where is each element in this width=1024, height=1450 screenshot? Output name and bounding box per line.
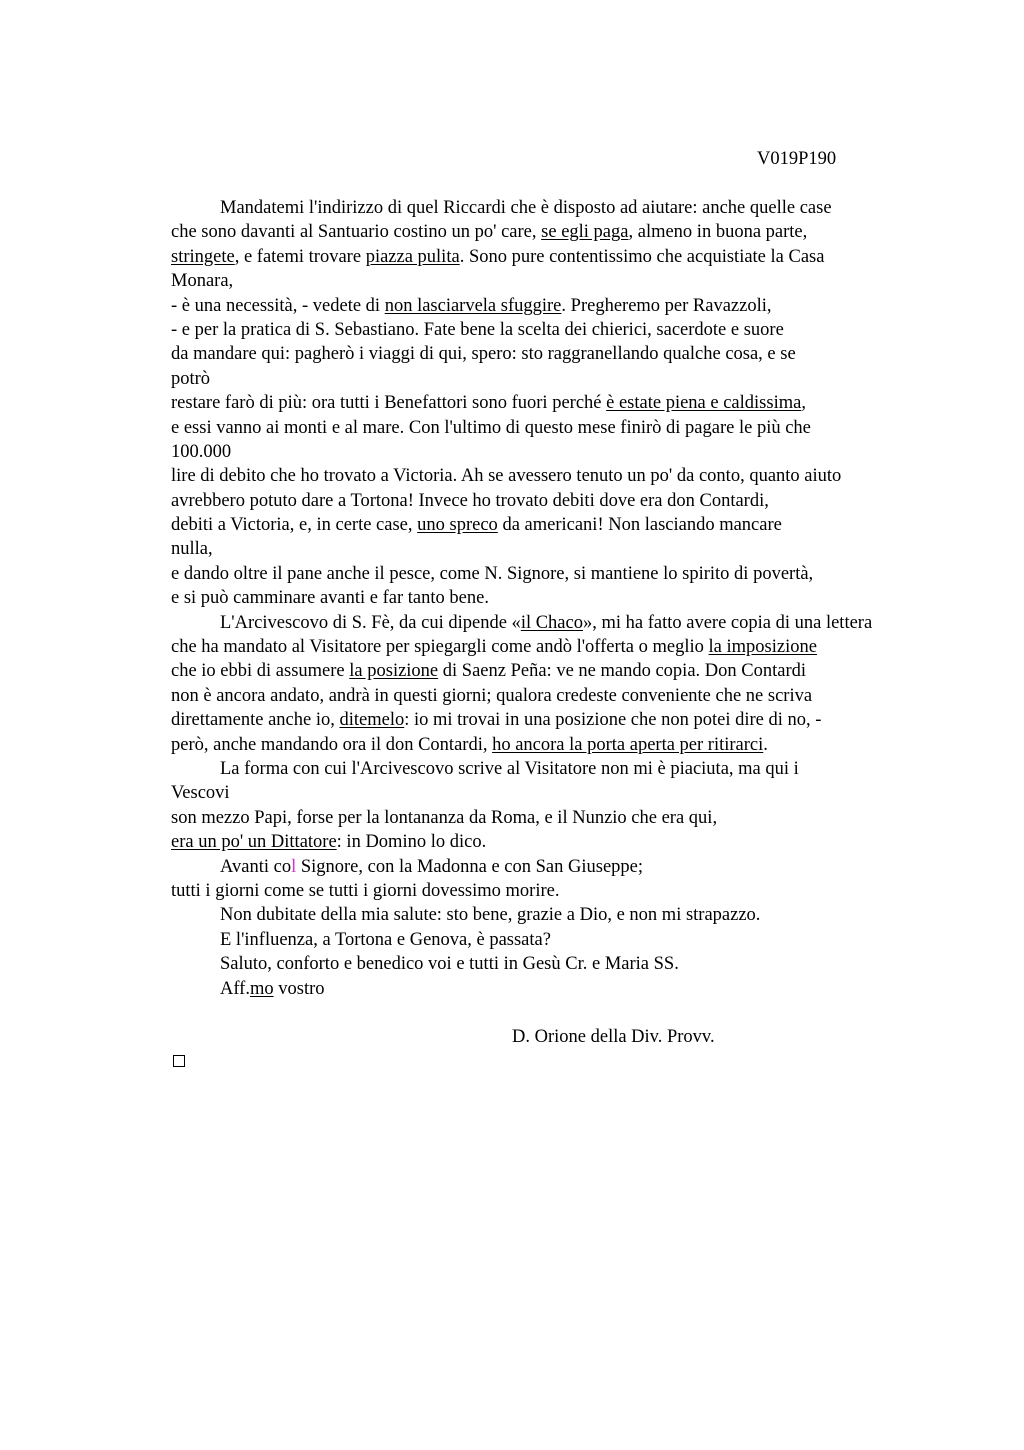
text-segment: avrebbero potuto dare a Tortona! Invece ho trovato debiti dove era don Contardi, <box>171 490 769 511</box>
document-id: V019P190 <box>757 149 837 169</box>
text-line <box>171 586 971 610</box>
text-line <box>171 294 971 318</box>
text-segment: da mandare qui: pagherò i viaggi di qui, spero: sto raggranellando qualche cosa, e se <box>171 344 796 365</box>
text-segment: però, anche mandando ora il don Contardi, <box>171 734 493 755</box>
text-segment: L'Arcivescovo di S. Fè, da cui dipende « <box>220 612 521 633</box>
text-segment: Aff. <box>220 978 250 999</box>
text-segment: che ha mandato al Visitatore per spiegargli come andò l'offerta o meglio <box>171 637 709 658</box>
text-segment: da americani! Non lasciando mancare <box>497 515 782 536</box>
text-line <box>171 855 971 879</box>
underlined-text: il Chaco <box>520 612 583 633</box>
signature: D. Orione della Div. Provv. <box>512 1027 715 1048</box>
text-segment: e essi vanno ai monti e al mare. Con l'ultimo di questo mese finirò di pagare le più che <box>171 417 811 438</box>
text-segment: : io mi trovai in una posizione che non potei dire di no, - <box>404 710 822 731</box>
underlined-text: ho ancora la porta aperta per ritirarci <box>492 734 764 755</box>
text-segment: , almeno in buona parte, <box>628 222 808 243</box>
text-segment: . Sono pure contentissimo che acquistiate la Casa <box>459 246 825 267</box>
underlined-text: la imposizione <box>708 637 817 658</box>
text-line <box>171 318 971 342</box>
underlined-text: mo <box>249 978 274 999</box>
underlined-text: se egli paga <box>541 222 629 243</box>
text-segment: e si può camminare avanti e far tanto bene. <box>171 588 489 609</box>
text-line <box>171 513 971 537</box>
text-line <box>171 489 971 513</box>
text-line <box>171 830 971 854</box>
text-segment: vostro <box>273 978 325 999</box>
text-line <box>171 220 971 244</box>
text-segment: di Saenz Peña: ve ne mando copia. Don Contardi <box>438 661 807 682</box>
text-line <box>171 659 971 683</box>
underlined-text: era un po' un Dittatore <box>171 832 337 853</box>
text-segment: debiti a Victoria, e, in certe case, <box>171 515 418 536</box>
text-segment: Mandatemi l'indirizzo di quel Riccardi che è disposto ad aiutare: anche quelle case <box>220 198 832 218</box>
text-line <box>171 562 971 586</box>
text-line <box>171 342 971 366</box>
text-segment: Signore, con la Madonna e con San Giuseppe; <box>296 856 644 877</box>
text-line <box>171 196 971 220</box>
text-line <box>171 952 971 976</box>
text-segment: Avanti co <box>220 856 292 877</box>
text-line <box>171 367 971 391</box>
text-line <box>171 440 971 464</box>
text-segment: Non dubitate della mia salute: sto bene, grazie a Dio, e non mi strapazzo. <box>220 905 761 926</box>
underlined-text: è estate piena e caldissima <box>606 393 802 414</box>
letter-body <box>171 196 971 1050</box>
text-line <box>171 903 971 927</box>
text-line <box>171 879 971 903</box>
text-line <box>171 977 971 1001</box>
underlined-text: ditemelo <box>339 710 405 731</box>
text-segment: : in Domino lo dico. <box>336 832 487 853</box>
text-segment: », mi ha fatto avere copia di una lettera <box>582 612 873 633</box>
text-line <box>171 416 971 440</box>
text-line <box>171 635 971 659</box>
text-segment: che io ebbi di assumere <box>171 661 350 682</box>
text-line <box>171 269 971 293</box>
text-segment: son mezzo Papi, forse per la lontananza da Roma, e il Nunzio che era qui, <box>171 807 718 828</box>
text-line <box>171 464 971 488</box>
text-segment: E l'influenza, a Tortona e Genova, è passata? <box>220 929 551 950</box>
text-segment: - e per la pratica di S. Sebastiano. Fate bene la scelta dei chierici, sacerdote e suore <box>171 319 784 340</box>
text-line <box>171 806 971 830</box>
text-segment: tutti i giorni come se tutti i giorni dovessimo morire. <box>171 880 560 901</box>
underlined-text: stringete <box>171 246 235 267</box>
text-segment: , <box>801 393 806 414</box>
text-segment: direttamente anche io, <box>171 710 340 731</box>
text-line <box>171 928 971 952</box>
highlighted-text: l <box>291 856 297 877</box>
text-line <box>171 391 971 415</box>
checkbox-icon <box>173 1055 185 1067</box>
text-segment: , e fatemi trovare <box>234 246 366 267</box>
text-segment: La forma con cui l'Arcivescovo scrive al Visitatore non mi è piaciuta, ma qui i <box>220 758 799 779</box>
text-line <box>171 684 971 708</box>
text-segment: lire di debito che ho trovato a Victoria. Ah se avessero tenuto un po' da conto, quanto aiuto <box>171 466 842 487</box>
text-line <box>171 245 971 269</box>
text-line <box>171 757 971 781</box>
text-line <box>171 537 971 561</box>
text-line <box>171 733 971 757</box>
text-segment: nulla, <box>171 539 213 560</box>
text-line <box>171 611 971 635</box>
text-segment: non è ancora andato, andrà in questi giorni; qualora credeste conveniente che ne scriva <box>171 685 813 706</box>
text-segment: 100.000 <box>171 441 232 462</box>
text-line <box>171 708 971 732</box>
text-segment: e dando oltre il pane anche il pesce, come N. Signore, si mantiene lo spirito di povertà, <box>171 563 814 584</box>
underlined-text: la posizione <box>349 661 439 682</box>
text-segment: . <box>763 734 768 755</box>
underlined-text: piazza pulita <box>365 246 460 267</box>
underlined-text: non lasciarvela sfuggire <box>384 295 562 316</box>
text-line <box>171 781 971 805</box>
underlined-text: uno spreco <box>417 515 498 536</box>
blank-line <box>171 1001 971 1025</box>
text-segment: Saluto, conforto e benedico voi e tutti in Gesù Cr. e Maria SS. <box>220 954 679 975</box>
text-segment: - è una necessità, - vedete di <box>171 295 385 316</box>
text-segment: che sono davanti al Santuario costino un po' care, <box>171 222 542 243</box>
text-segment: . Pregheremo per Ravazzoli, <box>561 295 772 316</box>
text-segment: Vescovi <box>171 783 230 804</box>
text-segment: restare farò di più: ora tutti i Benefattori sono fuori perché <box>171 393 607 414</box>
text-segment: potrò <box>171 368 211 389</box>
text-segment: Monara, <box>171 271 234 292</box>
